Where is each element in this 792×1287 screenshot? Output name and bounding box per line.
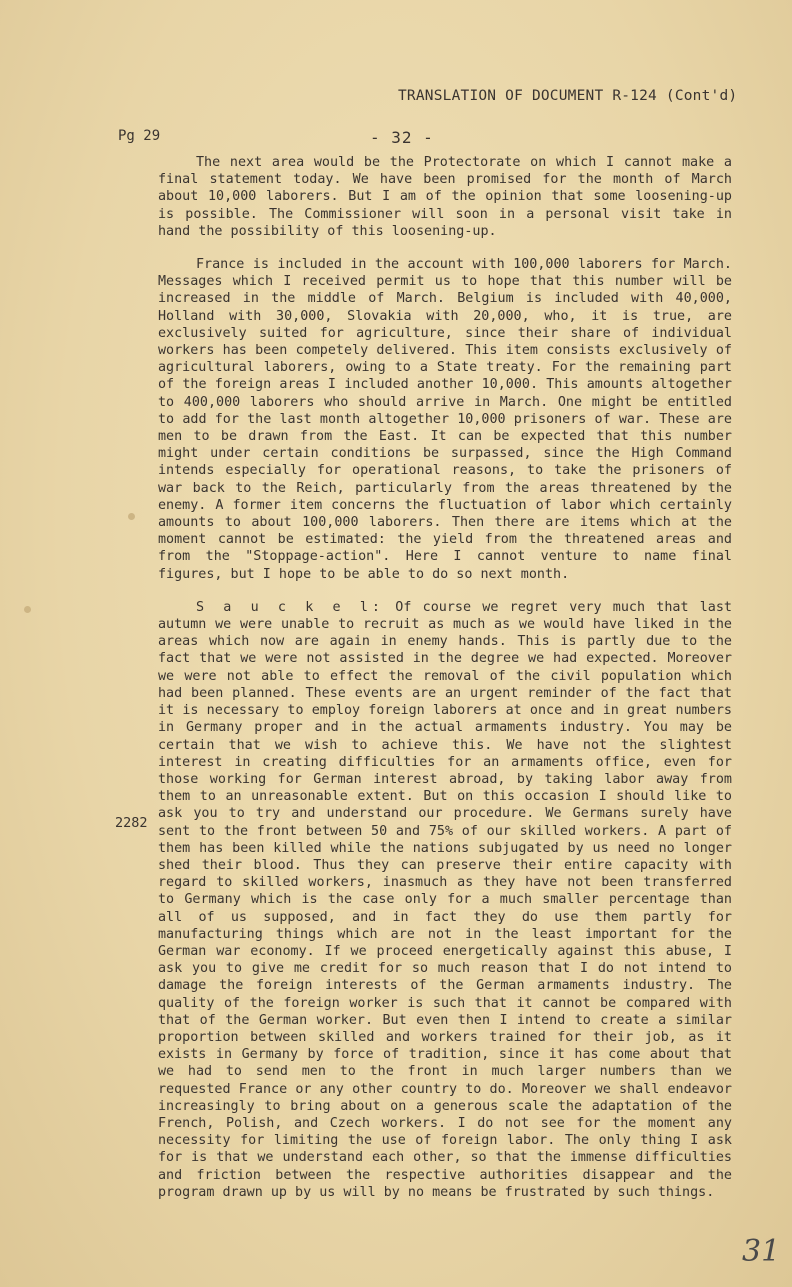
paragraph-protectorate: The next area would be the Protectorate on which I cannot make a final statement today. We have been promised for the month of March about 10,000 laborers. But I am of the opinion that some loosening-up is possible. The Commissioner will soon in a personal visit take in hand the possibility of this loosening-up.: [158, 155, 732, 239]
speaker-name: S a u c k e l:: [196, 599, 384, 615]
margin-number: 2282: [115, 815, 148, 831]
page-reference: Pg 29: [118, 128, 161, 144]
paragraph-sauckel: [158, 599, 732, 1201]
document-header: TRANSLATION OF DOCUMENT R-124 (Cont'd): [398, 88, 738, 104]
page-number: - 32 -: [370, 128, 434, 147]
punch-mark: [24, 606, 31, 613]
document-body: [158, 154, 732, 1217]
paragraph-france: France is included in the account with 100,000 laborers for March. Messages which I received permit us to hope that this number will be increased in the middle of March. Belgium is included with 40,000, Holland with 30,000, Slovakia with 20,000, who, it is true, are exclusively suited for agriculture, since their share of individual workers has been competely delivered. This item consists exclusively of agricultural laborers, owing to a State treaty. For the remaining part of the foreign areas I included another 10,000. This amounts altogether to 400,000 laborers who should arrive in March. One might be entitled to add for the last month altogether 10,000 prisoners of war. These are men to be drawn from the East. It can be expected that this number might under certain conditions be surpassed, since the High Command intends especially for operational reasons, to take the prisoners of war back to the Reich, particularly from the areas threatened by the enemy. A former item concerns the fluctuation of labor which certainly amounts to about 100,000 laborers. Then there are items which at the moment cannot be estimated: the yield from the threatened areas and from the "Stoppage-action". Here I cannot venture to name final figures, but I hope to be able to do so next month.: [158, 257, 732, 582]
speech-text: Of course we regret very much that last autumn we were unable to recruit as much as we would have liked in the areas which now are again in enemy hands. This is partly due to the fact that we were not assisted in the degree we had expected. Moreover we were not able to effect the removal of the civil population which had been planned. These events are an urgent reminder of the fact that it is necessary to employ foreign laborers at once and in great numbers in Germany proper and in the actual armaments industry. You may be certain that we wish to achieve this. We have not the slightest interest in creating difficulties for an armaments office, even for those working for German interest abroad, by taking labor away from them to an unreasonable extent. But on this occasion I should like to ask you to try and understand our procedure. We Germans surely have sent to the front between 50 and 75% of our skilled workers. A part of them has been killed while the nations subjugated by us need no longer shed their blood. Thus they can preserve their entire capacity with regard to skilled workers, inasmuch as they have not been transferred to Germany which is the case only for a much smaller percentage than all of us supposed, and in fact they do use them partly for manufacturing things which are not in the least important for the German war economy. If we proceed energetically against this abuse, I ask you to give me credit for so much reason that I do not intend to damage the foreign interests of the German armaments industry. The quality of the foreign worker is such that it cannot be compared with that of the German worker. But even then I intend to create a similar proportion between skilled and workers trained for their job, as it exists in Germany by force of tradition, since it has come about that we had to send men to the front in much larger numbers than we requested France or any other country to do. Moreover we shall endeavor increasingly to bring about on a generous scale the adaptation of the French, Polish, and Czech workers. I do not see for the moment any necessity for limiting the use of foreign labor. The only thing I ask for is that we understand each other, so that the immense difficulties and friction between the respective authorities disappear and the program drawn up by us will by no means be frustrated by such things.: [158, 599, 732, 1200]
handwritten-page-number: 31: [742, 1234, 781, 1269]
punch-mark: [128, 513, 135, 520]
